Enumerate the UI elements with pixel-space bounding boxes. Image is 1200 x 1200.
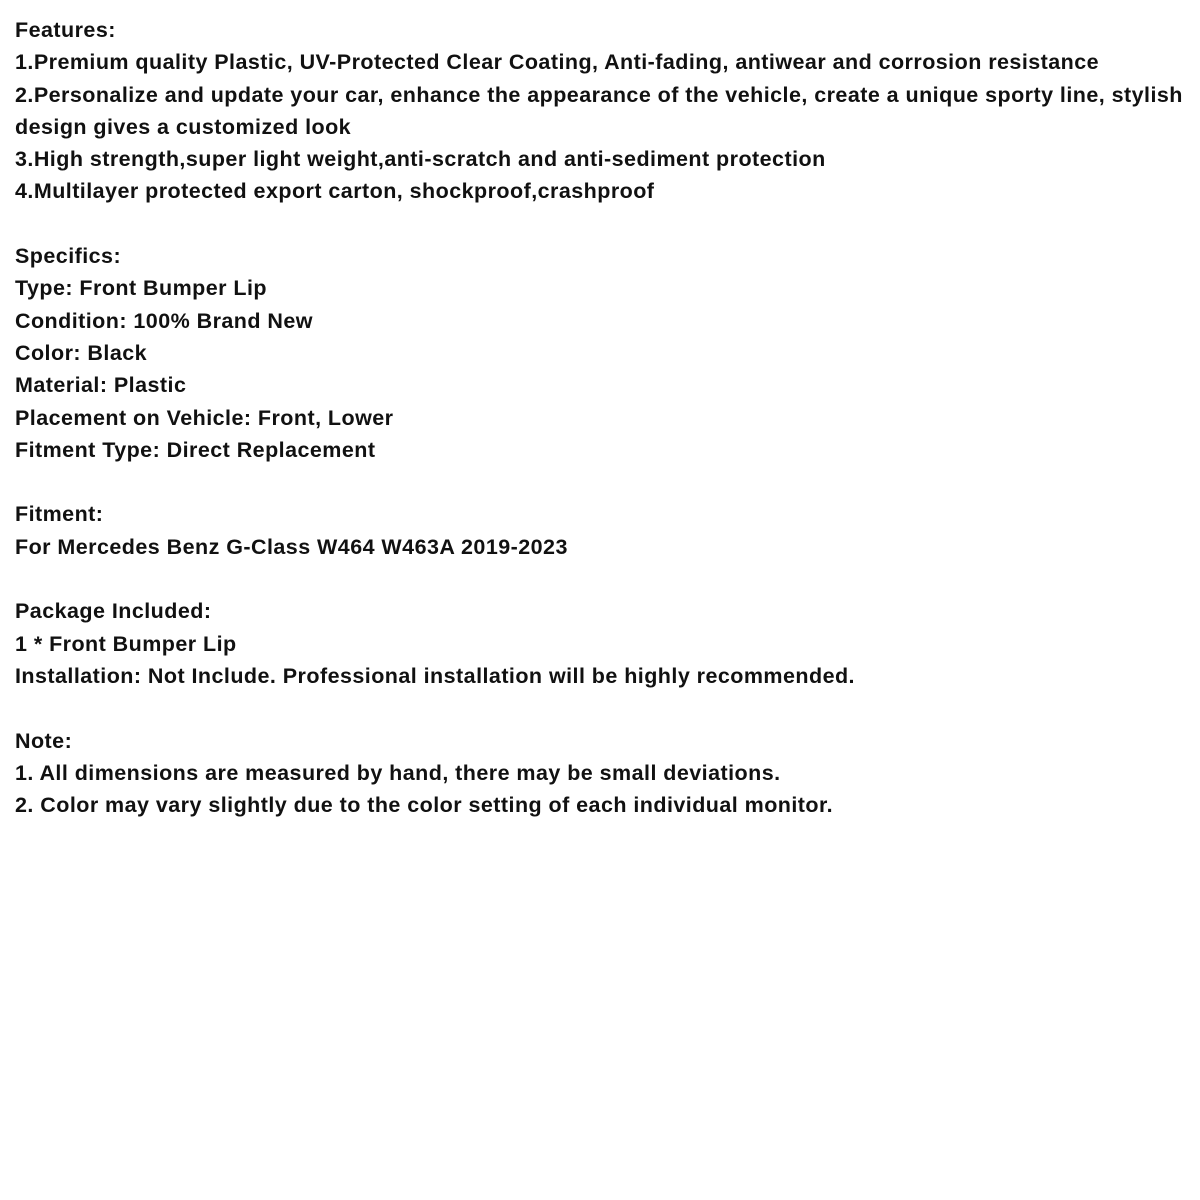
note-section — [15, 725, 1187, 822]
specific-item: Color: Black — [15, 340, 148, 365]
note-heading: Note: — [15, 728, 73, 753]
package-section — [15, 595, 1187, 692]
feature-item: 4.Multilayer protected export carton, shockproof,crashproof — [15, 179, 655, 204]
specific-item: Placement on Vehicle: Front, Lower — [15, 405, 394, 430]
feature-item: 3.High strength,super light weight,anti-scratch and anti-sediment protection — [15, 147, 826, 172]
specifics-heading: Specifics: — [15, 244, 122, 269]
note-item: 1. All dimensions are measured by hand, there may be small deviations. — [15, 760, 781, 785]
product-description — [15, 14, 1187, 854]
feature-item: 2.Personalize and update your car, enhance the appearance of the vehicle, create a unique sporty line, stylish design gives a customized look — [15, 82, 1183, 139]
specific-item: Type: Front Bumper Lip — [15, 276, 267, 301]
package-heading: Package Included: — [15, 599, 212, 624]
fitment-item: For Mercedes Benz G-Class W464 W463A 2019-2023 — [15, 534, 568, 559]
note-item: 2. Color may vary slightly due to the color setting of each individual monitor. — [15, 793, 834, 818]
fitment-section — [15, 498, 1187, 563]
feature-item: 1.Premium quality Plastic, UV-Protected Clear Coating, Anti-fading, antiwear and corrosion resistance — [15, 50, 1100, 75]
package-item: Installation: Not Include. Professional installation will be highly recommended. — [15, 663, 855, 688]
specific-item: Fitment Type: Direct Replacement — [15, 437, 376, 462]
features-section — [15, 14, 1187, 208]
features-heading: Features: — [15, 18, 116, 42]
package-item: 1 * Front Bumper Lip — [15, 631, 237, 656]
specific-item: Condition: 100% Brand New — [15, 308, 313, 333]
specifics-section — [15, 240, 1187, 466]
specific-item: Material: Plastic — [15, 373, 187, 398]
fitment-heading: Fitment: — [15, 502, 104, 527]
